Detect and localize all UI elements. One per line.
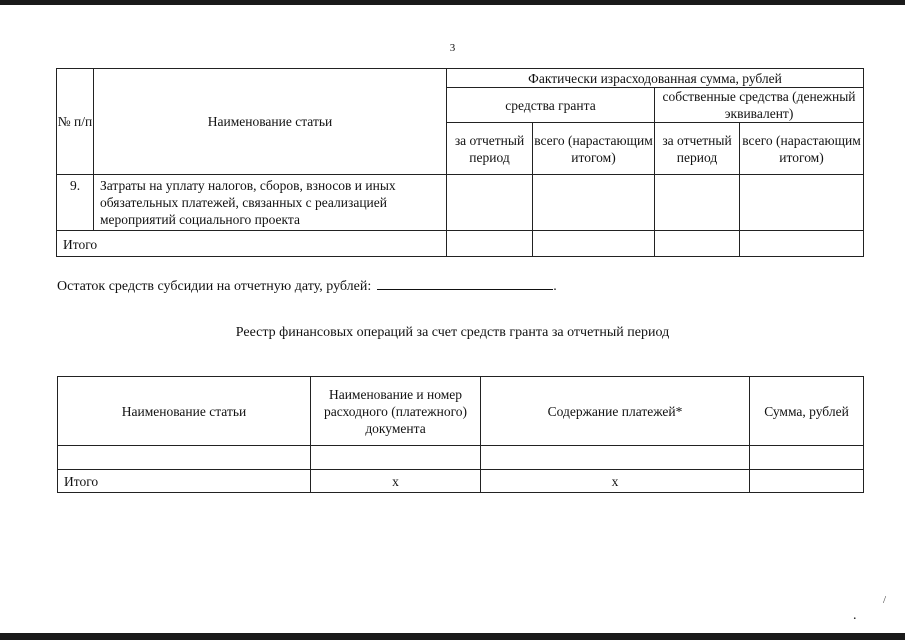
- balance-line: [57, 275, 557, 295]
- col-header-num: № п/п: [57, 69, 94, 175]
- scan-mark-tick: /: [883, 594, 887, 606]
- row-article: Затраты на уплату налогов, сборов, взносов и иных обязательных платежей, связанных с реализацией мероприятий социального проекта: [94, 175, 447, 231]
- cell-total-own-period: [655, 231, 740, 257]
- col-header-own-period: за отчетный период: [655, 123, 740, 175]
- scan-edge-bottom: [0, 633, 905, 640]
- table-row: [58, 446, 864, 470]
- cell-amount: [750, 446, 864, 470]
- table-header-row: [58, 377, 864, 446]
- cell-total-own-total: [740, 231, 864, 257]
- total-row: [57, 231, 864, 257]
- total-content: х: [481, 470, 750, 493]
- scan-mark-dot: .: [853, 608, 857, 623]
- col-header-own-total: всего (нарастающим итогом): [740, 123, 864, 175]
- balance-label: Остаток средств субсидии на отчетную дату, рублей:: [57, 279, 372, 294]
- cell-own-total: [740, 175, 864, 231]
- balance-blank-field: [377, 275, 553, 290]
- cell-own-period: [655, 175, 740, 231]
- cell-content: [481, 446, 750, 470]
- col-header-document: Наименование и номер расходного (платежного) документа: [311, 377, 481, 446]
- cell-grant-period: [447, 175, 533, 231]
- total-row: [58, 470, 864, 493]
- cell-document: [311, 446, 481, 470]
- cell-total-grant-total: [533, 231, 655, 257]
- total-amount: [750, 470, 864, 493]
- col-header-amount: Сумма, рублей: [750, 377, 864, 446]
- scan-edge-top: [0, 0, 905, 5]
- cell-grant-total: [533, 175, 655, 231]
- col-header-grant-funds: средства гранта: [447, 88, 655, 123]
- expenses-table: [56, 68, 864, 257]
- total-label: Итого: [58, 470, 311, 493]
- cell-total-grant-period: [447, 231, 533, 257]
- col-header-grant-period: за отчетный период: [447, 123, 533, 175]
- total-document: х: [311, 470, 481, 493]
- total-label: Итого: [57, 231, 447, 257]
- col-header-grant-total: всего (нарастающим итогом): [533, 123, 655, 175]
- row-num: 9.: [57, 175, 94, 231]
- col-header-article: Наименование статьи: [58, 377, 311, 446]
- register-title: Реестр финансовых операций за счет средств гранта за отчетный период: [235, 325, 670, 340]
- col-header-content: Содержание платежей*: [481, 377, 750, 446]
- cell-article: [58, 446, 311, 470]
- balance-end-mark: .: [553, 279, 557, 294]
- table-row: [57, 175, 864, 231]
- col-header-actual-spent: Фактически израсходованная сумма, рублей: [447, 69, 864, 88]
- col-header-article: Наименование статьи: [94, 69, 447, 175]
- page-number: 3: [449, 42, 456, 54]
- col-header-own-funds: собственные средства (денежный эквивалент): [655, 88, 864, 123]
- register-table: [57, 376, 864, 493]
- table-header-row: [57, 69, 864, 88]
